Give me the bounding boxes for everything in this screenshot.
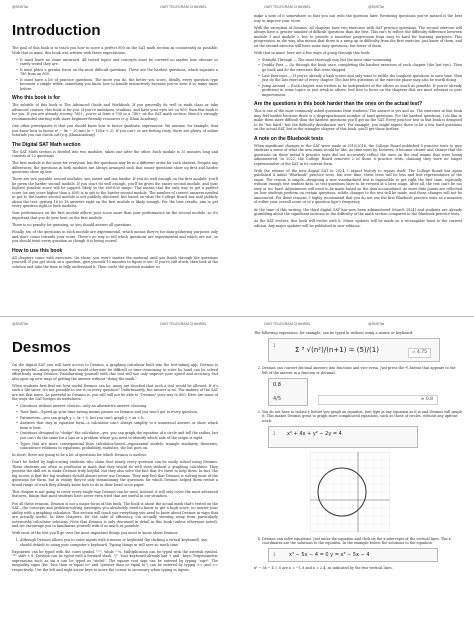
- list-item: • Typos that are more consequential than calculator-based—exponential models, triangle similarity, theorems, coincidence relations to equations, probability, statistics, the list goes on.: [16, 442, 218, 451]
- section-heading-digital: The Digital SAT Math section: [12, 141, 81, 148]
- list-item: • Time limit—Speed up your time-saving means pauses on Desmos and you won't get to every question.: [16, 410, 218, 415]
- header-channel-left: OUR TELEGRAM CHANNEL: [160, 322, 207, 326]
- list-item: • Answers that stay in equation form—a calculator can't always simplify to a numerical answer or show which form is best.: [16, 421, 218, 430]
- polynomial-equation: x³ − 5x − 4 = 0 y = x³ − 5x − 4: [289, 552, 370, 559]
- tips-list: [258, 537, 462, 546]
- paragraph: All chapters come with exercises. On those, you won't master the material until you finish through the questions yourself. If you get stuck on a question, give yourself 15 minutes to figure it out. If you're still stuck, then look at the solution and take the time to fully understand it. Then circle the question number so: [12, 255, 218, 269]
- header-handle-right: @SNSTar: [368, 5, 385, 9]
- list-item: • Last Exercises — If you're already a high scorer and only want to tackle the toughest questions to save time, then just do the last exercise of every chapter. The last few questions of the exercise phase may also be worth doing.: [258, 74, 462, 83]
- paragraph: This chapter is not going to cover every single way Desmos can be used. Instead, it will only cover the most advanced features, things that most students have never even tried that are useful in our situation.: [12, 489, 218, 499]
- list-item: 4. Desmos can solve equations. Just enter the equation and click on the x-intercepts of the vertical lines. The x-coordinates are the solutions to the equation. In the example below, the solutions to the equation: [262, 537, 462, 546]
- paragraph: The first module is the same for everyone, but the questions may be in a different order for each student. Despite any differences, the questions in both modules are always arranged such that easier questions show up first and harder questions show up last.: [12, 161, 218, 175]
- paragraph: Put all these reasons, Desmos is not a major focus of this book. The book is about the actual math that's tested on the SAT—the concepts and problem-solving strategies you absolutely need to know to get a high score, no matter your ability with a graphing calculator. This section will teach you everything you need to know about Desmos in ways that are actually useful. In later chapters, for the sake of efficiency, I'm actually steering away from particularly noteworthy calculator solutions. Note that Desmos is only discussed in detail in this book (unless otherwise noted), and we encourage you to familiarize yourself with it as much as possible.: [12, 501, 218, 528]
- tips-list: [258, 366, 462, 375]
- list-item: • Questions without answer choices—only an alternative answer choosing.: [16, 404, 218, 409]
- circle-graph-svg: [310, 452, 390, 532]
- paragraph: At the time of this writing, the third digital SAT has now been administered (March 2024) and students are already grumbling about the significant increase in the difficulty of the math section compared to the Bluebook practice tests.: [254, 207, 462, 217]
- paragraph: One other prerequisite is that you should know how to factor quadratic expressions. We assume, for example, that you know how to factor x² − 8x − 20 into (x − 10)(x + 2). If you can't or are feeling rusty, there are plenty of online tutorials you can check out (e.g. Khanacademy).: [12, 124, 218, 138]
- expression-index: 1: [273, 343, 276, 349]
- circle-expression-box: [268, 426, 418, 448]
- section-heading-harder: Are the questions in this book harder than the ones on the actual test?: [254, 101, 423, 108]
- circle-graph: [310, 452, 390, 532]
- paragraph: Finally, ten of the questions in each module are experimental, which means they're for data-gathering purposes only and don't count towards your score. There's no way to tell which questions are experimental and which are not, so you should treat every question as though it is being scored.: [12, 230, 218, 244]
- paragraph: There is no penalty for guessing, so you should answer all questions.: [12, 222, 133, 227]
- approx-result: ≈ 0.8: [318, 395, 438, 405]
- paragraph: The SAT Math section is divided into two modules, taken one after the other. Each module is 35 minutes long and consists of 22 questions.: [12, 149, 218, 159]
- header-handle-left: @SNSTar: [12, 322, 29, 326]
- list-item: • It must have a lot of practice questions. The more you do, the better you score. Ideally, every question type becomes a simple reflex, something you know how to handle instinctively because you've seen it so many times before.: [16, 78, 218, 92]
- paragraph: x³ − 5x − 4 = 0 are x ≈ −1.8 and x ≈ 2.4, as indicated by the two vertical lines.: [254, 566, 393, 571]
- list-item: • Jump Around — Each chapter was written to be independent of the others as much as possible. If you're already proficient in some topics or just weak in others, feel free to focus on the chapters that are most relevant to your improvement.: [258, 84, 462, 98]
- paragraph: As the SAT evolves, this book will evolve with it. Minor updates will be made on a rectangular basis to the current edition. Any major updates will be published in new editions.: [254, 219, 462, 228]
- list-item: 2. Desmos can convert decimal answers into fractions and vice versa. Just press the ⁴⁄₅ button that appears to the left of the answer in a fraction or decimal:: [262, 366, 462, 375]
- circle-equation-example: [268, 426, 462, 448]
- paragraph: make a note of it somewhere so that you can redo the question later. Revisiting questions you've missed is the best way to improve your score.: [254, 14, 462, 23]
- paragraph: With the release of the new digital SAT in 2024, I expect history to repeat itself. The College Board has again published 4 initial "Bluebook" practice tests, but over time, these tests will be less and less representative of the exam. The reason is simple—designing a new standardized test is impossible to get right the first time, especially without enough test student data, so test questions have to be revised at a later stage. After all, the test can't be too easy or too hard. Adjustments will need to be made based on the data accumulated. As more data points are collected on how students perform on certain questions, subtle changes to the test will be made, and those changes will not be announced. For these reasons, I highly recommend that you do not use the first Bluebook practice tests as a measure of either your overall score or of a question type's frequency.: [254, 168, 462, 205]
- decimal-value: 0.8: [273, 381, 281, 388]
- paragraph: When students first find out how useful Desmos can be, many are shocked that such a tool would be allowed. If it's such a life-saver, it's not possible to use it on every question? Unfortunately, the answer is no. The makers of the SAT are not that naive. As powerful as Desmos is, you will still not be able to "Desmos" your way to 800. Here are some of the ways the SAT hedges its usefulness:: [12, 383, 218, 402]
- page-title: Introduction: [12, 22, 101, 39]
- expression-index: 3: [273, 552, 276, 558]
- desmos-left-page: [12, 331, 218, 627]
- list-item: • It must place a greater focus on the most difficult questions. These are the hardest questions, which separate a 780 from an 800.: [16, 68, 218, 77]
- fraction-example: [268, 378, 462, 406]
- header-channel-left: OUR TELEGRAM CHANNEL: [160, 5, 207, 9]
- list-item: • Double Pass — Go through the book once, completing the hardest exercises of each chapter (the last two). Then go back and do the exercises that were skipped.: [258, 63, 462, 72]
- paragraph: Your performance on the first module affects your score more than your performance on the second module, so it's important that you do your best on the first module.: [12, 211, 218, 220]
- tips-list: [16, 538, 218, 547]
- paragraph: The subtitle of this book is The Advanced Guide and Workbook. If you generally do well in math class or take advanced courses, this book is for you. If you're ambitious, studious, and have your eyes set on 800, then this book is for you. If you are already scoring 700+, you're at least a 700 or a 740+ on the SAT math section, then it's strongly recommended starting with more beginner-friendly resources (e.g. Khan Academy).: [12, 103, 218, 121]
- paragraph: Don't be fooled by high-scoring students who claim that nearly every question can be easily solved using Desmos. These students are often so proficient in math that they would do well even without a graphing calculator. They possess the skill set to make Desmos truly helpful, but they also solve the fact that it's there to help them. In fact, the big secret is that the top students should almost never use Desmos. They may feel that Desmos is solving most of the questions for them, but in reality they're only streamlining the questions for which Desmos helped them revisit a broad range of work they already know how to do in their head or on paper.: [12, 460, 218, 487]
- fraction-value: 4/5: [273, 395, 282, 402]
- running-header: [0, 322, 474, 330]
- desmos-expression-box: [268, 338, 440, 362]
- header-channel-right: OUR TELEGRAM CHANNEL: [264, 5, 311, 9]
- header-channel-right: OUR TELEGRAM CHANNEL: [264, 322, 311, 326]
- section-heading-who: Who this book is for: [12, 95, 61, 102]
- paragraph: In short, there are going to be a lot of questions for which Desmos is useless.: [12, 453, 147, 458]
- expression-result: = 4.75: [408, 348, 431, 358]
- paragraph: There are two possible second modules, one easier and one harder. If you do well enough on the first module, you'll be given the harder second module. If you don't do well enough, you'll be given the easier second module, and your highest possible score will be capped, likely in the 600-650 range. This means that the only way to get a perfect score (or any score higher than a 650) is to get to the harder second module. The number of correct answers needed to get to the harder second module is not publicly disclosed, but based on what the College Board has said publicly about the test, getting 16 to 18 answers right on the first module is likely enough. For the best results, aim to get every question right in both modules.: [12, 177, 218, 209]
- section-heading-how: How to use this book: [12, 247, 63, 254]
- paragraph: Exponents can be typed with the caret symbol "^", while "·"s. Multiplication can be typed with the asterisk symbol, "*" shift + 8. Division can be typed with a forward slash, "/". Your keyboard already has + and - keys. Trigonometric expressions such as sin x can be typed as "sin(x)". The square root sign can be entered by typing "sqrt". The inequality signs (for "less than or equal to" and "greater than or equal to") can be entered by typing <= and >= respectively. Use the left and right arrow keys to move the cursor to necessary when typing in inputs.: [12, 549, 218, 572]
- expectations-list: [16, 58, 218, 92]
- paragraph: This is one of the most commonly asked questions from students. The answer is yes and no. The exercises in this book may feel harder because there is a disproportionate number of hard questions. For the hardest questions, I do like to make them more difficult than the hardest questions you'll get on the SAT. Every practice test in this book is designed to be "too hard," but the difficulty distribution isn't. For example, you might expect there to be a few hard questions on the actual SAT, but in the triangles chapter of this book, you'll get those further.: [254, 109, 462, 132]
- list-item: • It must leave no stone unturned. All tested topics and concepts must be covered no matter how obscure or rarely tested they are.: [16, 58, 218, 67]
- section-heading-bluebook: A note on the Bluebook tests: [254, 135, 323, 142]
- running-header: [0, 5, 474, 13]
- list-item: 1. Although Desmos allows you to enter inputs with a mouse or keyboard (by clicking a virtual keyboard), you should default to using your computer's keyboard. Typing things in will save so much time.: [20, 538, 218, 547]
- paragraph: With most of the test you'll go over the most important things you need to know about Desmos.: [12, 531, 179, 536]
- header-handle-left: @SNSTar: [12, 5, 29, 9]
- desmos-spread: [0, 316, 474, 632]
- page-title: Desmos: [12, 339, 71, 356]
- summation-expression: Σ ³ √(n²)/(n+1) = (5)/(1): [295, 346, 379, 355]
- limitations-list: [16, 404, 218, 450]
- paragraph: The goal of this book is to teach you how to score a perfect 800 on the SAT math section as consistently as possible. With that in mind, this book was written with these expectations:: [12, 46, 218, 55]
- list-item: • Straight Through — The most thorough way but the most time-consuming.: [258, 58, 462, 63]
- expression-index: 2: [273, 430, 276, 436]
- desmos-right-page: [254, 331, 462, 627]
- study-methods-list: [258, 58, 462, 98]
- list-item: • Parameters—you can graph y = 3x + 5, but you can't graph y = ax + b.: [16, 416, 218, 421]
- paragraph: When significant changes to the SAT were made in 2015/2016, the College Board published 8 practice tests to give students a sense of what the new exam would be like. As time went by, however, it became clearer and clearer that the questions on those initial 8 practice tests did not accurately reflect the ones on the real exams that were being administered. In 2022, the College Board removed 2 of those 8 practice tests, claiming they were no longer representative of the SAT in its current form.: [254, 143, 462, 166]
- intro-right-page: [254, 14, 462, 310]
- paragraph: With that in mind, here are a few ways of going through this book:: [254, 50, 371, 55]
- regression-example: [268, 548, 462, 562]
- circle-equation: x² + 4x + y² − 2y = 4: [287, 430, 342, 437]
- tips-list: [258, 410, 462, 424]
- header-handle-right: @SNSTar: [368, 322, 385, 326]
- summation-example: [268, 338, 462, 362]
- list-item: 3. You do not have to isolate y before you graph an equation. Just type in any equation as it is and Desmos will graph it. This makes Desmos great to graph more complicated equations, such as those of circles, without any upfront work:: [262, 410, 462, 424]
- paragraph: With the exception of Desmos, all chapters have two exercises with SAT practice questions. The second exercise will always have a greater number of difficult questions than the first. This isn't to reflect the difficulty difference between module 1 and module 2, but to provide a smoother progression from easy to hard for learning purposes. This progression, in the way, also means that there is a ramp up in difficulty from the first exercise, just know of them, and on the second exercise will have some easy questions, but fewer of them.: [254, 25, 462, 48]
- paragraph: On the digital SAT, you will have access to Desmos, a graphing calculator built into the test-taking app. Desmos is very powerful—many questions that would otherwise be difficult or time-consuming to solve by hand can be solved effortlessly using Desmos. Familiarizing yourself with this tool will not only improve your speed and accuracy, but also open up new ways of getting the answer without "doing the math.": [12, 363, 218, 381]
- fraction-toggle-box: [268, 378, 308, 406]
- polynomial-expression-box: [268, 548, 438, 562]
- intro-left-page: [12, 14, 218, 310]
- list-item: • Questions designed to "dodge" the calculator—yes, you can graph the equation of a circle and tell the radius, but you can't do the same for a line or a problem where you need to identify which side of the origin is right.: [16, 431, 218, 440]
- paragraph: The following expression, for example, can be typed in without using a mouse or keyboard:: [254, 331, 414, 335]
